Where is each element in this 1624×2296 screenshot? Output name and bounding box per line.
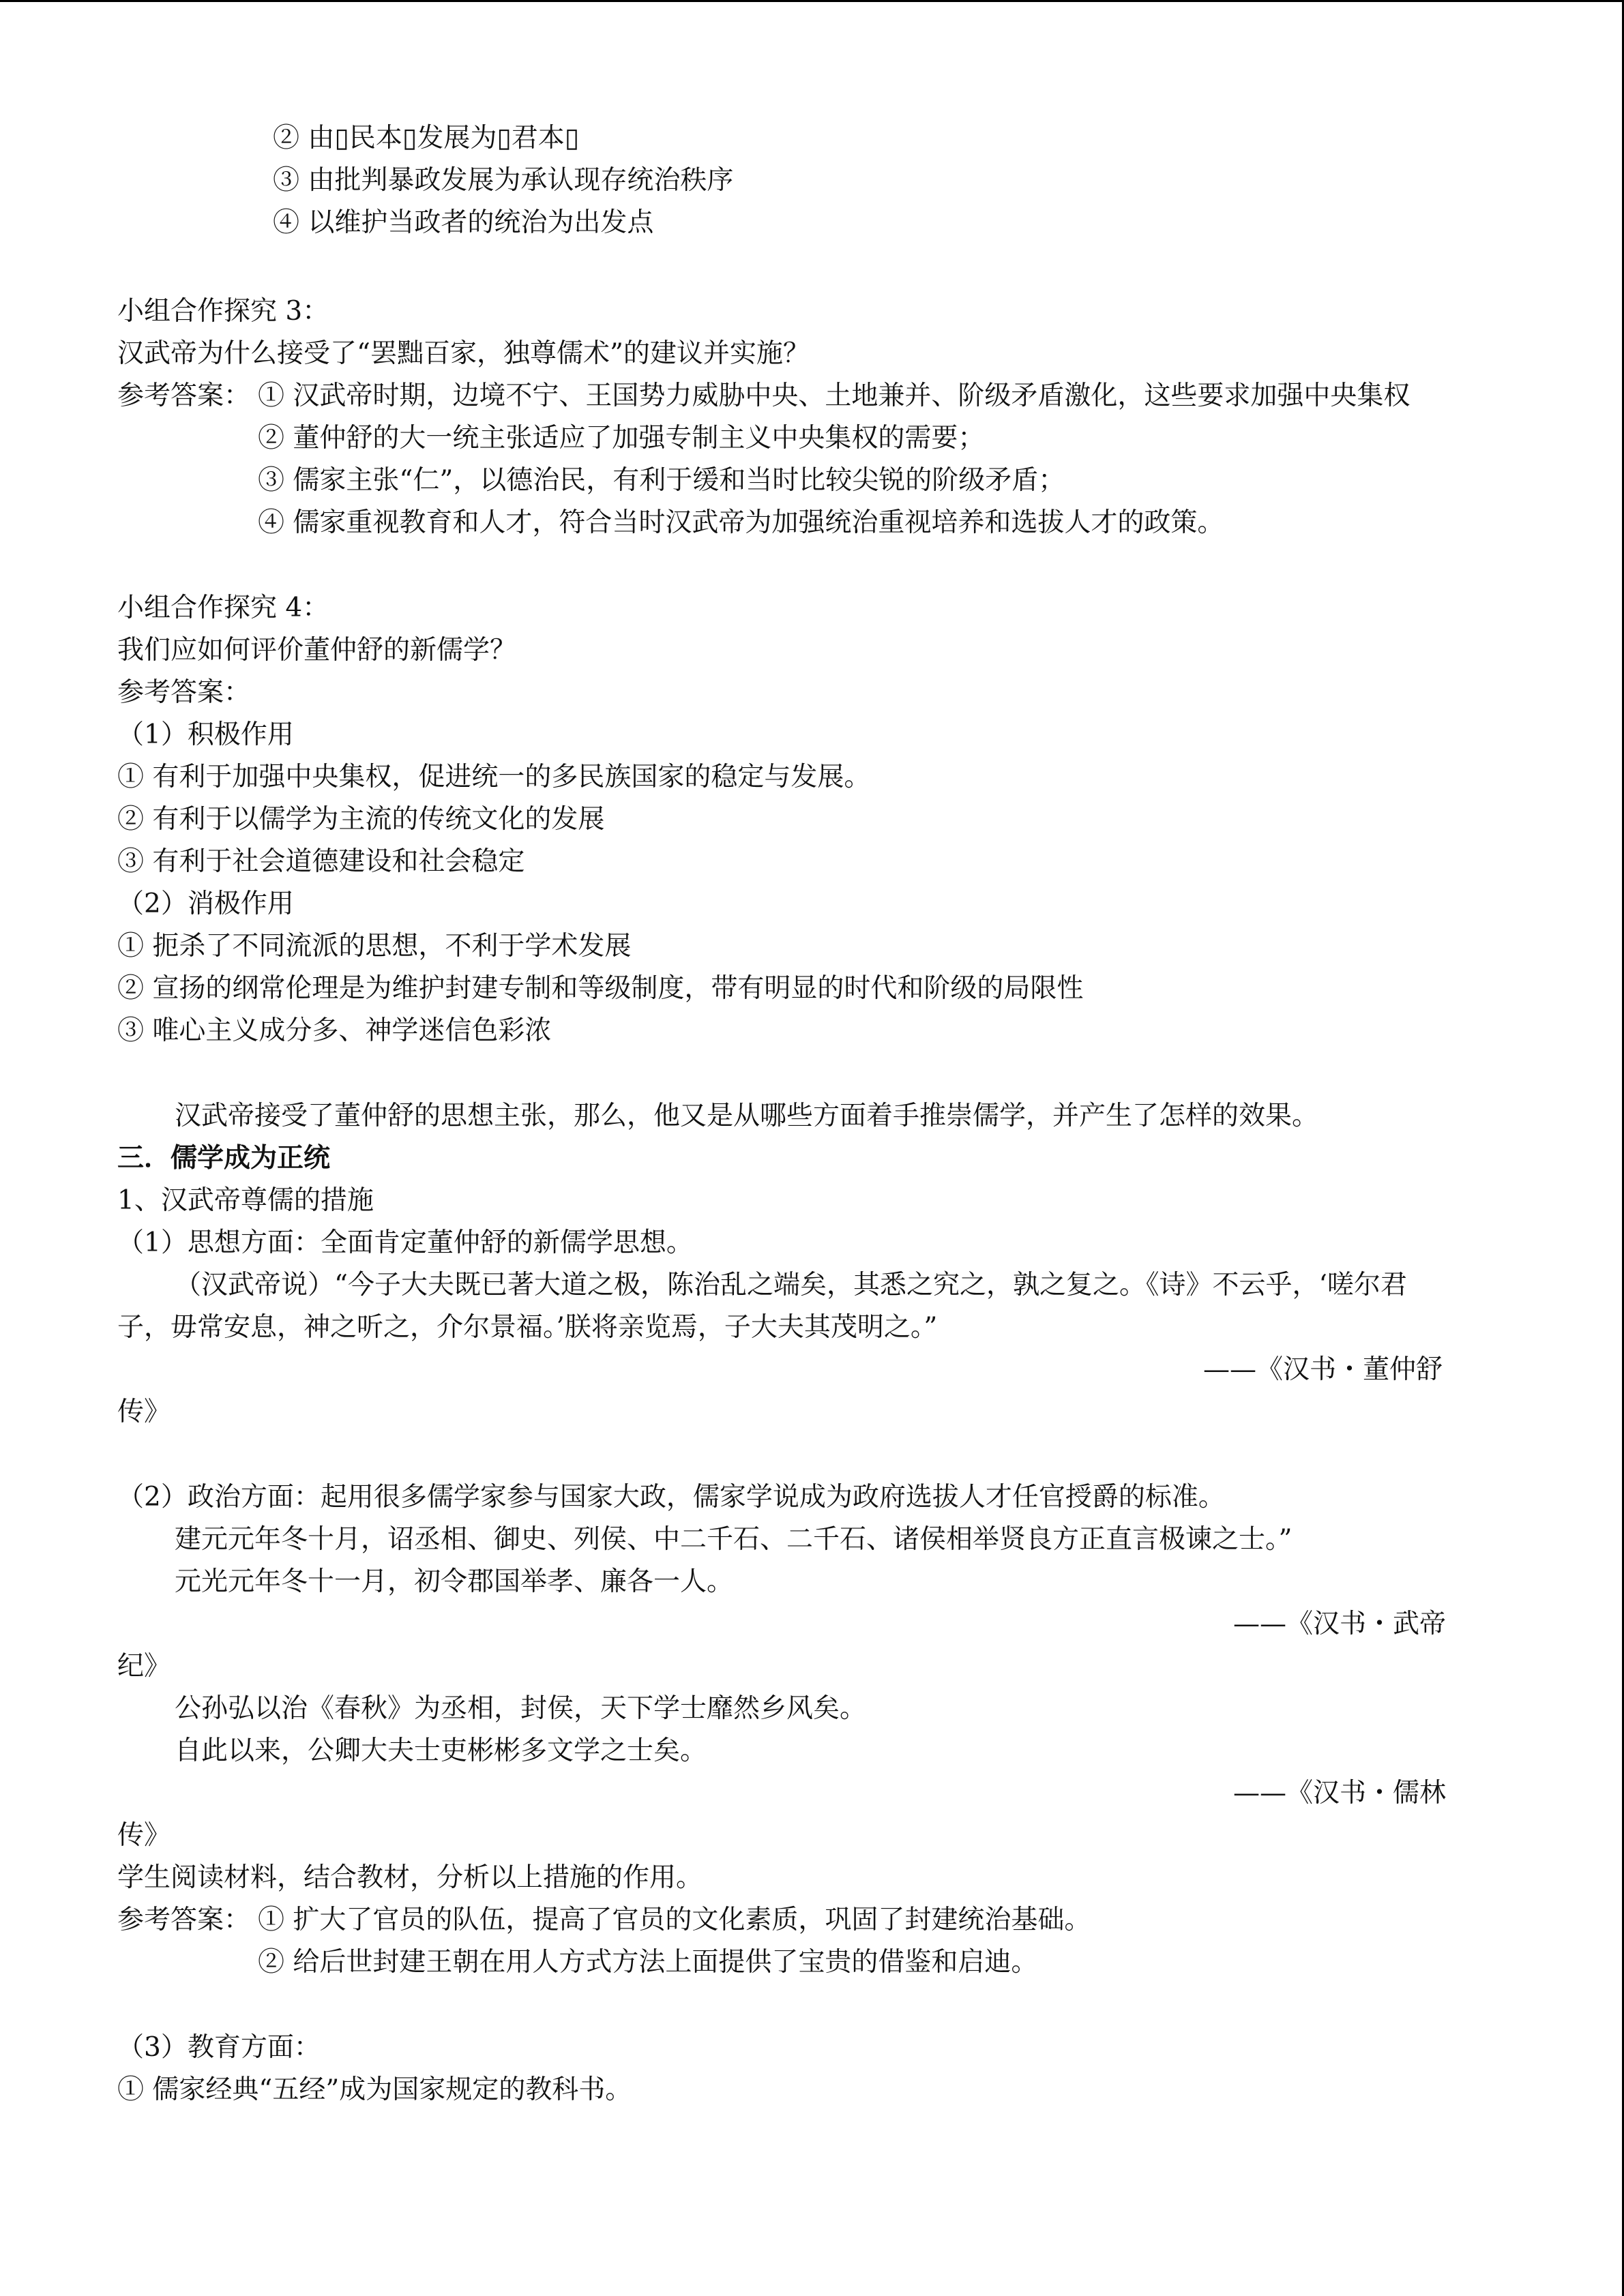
list-item: ② 由▯民本▯发展为▯君本▯ bbox=[273, 123, 580, 153]
list-item: ② 给后世封建王朝在用人方式方法上面提供了宝贵的借鉴和启迪。 bbox=[258, 1947, 1038, 1978]
list-item: ② 董仲舒的大一统主张适应了加强专制主义中央集权的需要； bbox=[258, 423, 985, 453]
list-item: ③ 有利于社会道德建设和社会稳定 bbox=[117, 846, 525, 877]
list-item: ③ 儒家主张“仁”，以德治民，有利于缓和当时比较尖锐的阶级矛盾； bbox=[258, 465, 1065, 496]
quote-line: 元光元年冬十一月，初令郡国举孝、廉各一人。 bbox=[175, 1566, 734, 1597]
subsection-heading: 1、汉武帝尊儒的措施 bbox=[117, 1185, 374, 1216]
explore3-title: 小组合作探究 3： bbox=[117, 296, 329, 327]
source-citation: ——《汉书・董仲舒 bbox=[1203, 1354, 1443, 1385]
list-item: ④ 以维护当政者的统治为出发点 bbox=[273, 207, 654, 238]
source-citation-wrap: 纪》 bbox=[117, 1651, 171, 1682]
page-top-border bbox=[0, 0, 1624, 2]
education-heading: （3）教育方面： bbox=[117, 2032, 321, 2063]
explore4-answer-label: 参考答案： bbox=[117, 677, 251, 708]
source-citation-wrap: 传》 bbox=[117, 1397, 171, 1427]
list-item: ② 有利于以儒学为主流的传统文化的发展 bbox=[117, 804, 605, 835]
list-item: ① 扼杀了不同流派的思想，不利于学术发展 bbox=[117, 931, 632, 961]
list-item: ① 汉武帝时期，边境不宁、王国势力威胁中央、土地兼并、阶级矛盾激化，这些要求加强中央集权 bbox=[258, 381, 1411, 411]
quote-line: （汉武帝说）“今子大夫既已著大道之极，陈治乱之端矣，其悉之究之，孰之复之。《诗》不云乎，‘嗟尔君 bbox=[175, 1270, 1407, 1300]
explore4-question: 我们应如何评价董仲舒的新儒学？ bbox=[117, 635, 517, 666]
list-item: ① 扩大了官员的队伍，提高了官员的文化素质，巩固了封建统治基础。 bbox=[258, 1905, 1091, 1935]
transition-paragraph: 汉武帝接受了董仲舒的思想主张，那么，他又是从哪些方面着手推崇儒学，并产生了怎样的效果。 bbox=[175, 1101, 1319, 1131]
negative-heading: （2）消极作用 bbox=[117, 889, 294, 919]
list-item: ④ 儒家重视教育和人才，符合当时汉武帝为加强统治重视培养和选拔人才的政策。 bbox=[258, 507, 1224, 538]
quote-line: 子，毋常安息，神之听之，介尔景福。’朕将亲览焉，子大夫其茂明之。” bbox=[117, 1312, 938, 1343]
section-heading: 三．儒学成为正统 bbox=[117, 1143, 331, 1174]
thought-heading: （1）思想方面：全面肯定董仲舒的新儒学思想。 bbox=[117, 1227, 693, 1258]
quote-line: 自此以来，公卿大夫士吏彬彬多文学之士矣。 bbox=[175, 1735, 707, 1766]
explore3-question: 汉武帝为什么接受了“罢黜百家，独尊儒术”的建议并实施？ bbox=[117, 338, 810, 369]
list-item: ③ 唯心主义成分多、神学迷信色彩浓 bbox=[117, 1015, 552, 1046]
list-item: ① 儒家经典“五经”成为国家规定的教科书。 bbox=[117, 2074, 632, 2105]
list-item: ③ 由批判暴政发展为承认现存统治秩序 bbox=[273, 165, 734, 196]
explore4-title: 小组合作探究 4： bbox=[117, 593, 329, 623]
quote-line: 公孙弘以治《春秋》为丞相，封侯，天下学士靡然乡风矣。 bbox=[175, 1693, 867, 1724]
list-item: ② 宣扬的纲常伦理是为维护封建专制和等级制度，带有明显的时代和阶级的局限性 bbox=[117, 973, 1084, 1004]
politics-answer-label: 参考答案： bbox=[117, 1905, 251, 1935]
quote-line: 建元元年冬十月，诏丞相、御史、列侯、中二千石、二千石、诸侯相举贤良方正直言极谏之士。” bbox=[175, 1524, 1293, 1555]
task-text: 学生阅读材料，结合教材，分析以上措施的作用。 bbox=[117, 1862, 703, 1893]
source-citation: ——《汉书・武帝 bbox=[1233, 1609, 1447, 1639]
source-citation-wrap: 传》 bbox=[117, 1820, 171, 1851]
list-item: ① 有利于加强中央集权，促进统一的多民族国家的稳定与发展。 bbox=[117, 762, 871, 792]
positive-heading: （1）积极作用 bbox=[117, 719, 294, 750]
explore3-answer-label: 参考答案： bbox=[117, 381, 251, 411]
source-citation: ——《汉书・儒林 bbox=[1233, 1778, 1447, 1808]
politics-heading: （2）政治方面：起用很多儒学家参与国家大政，儒家学说成为政府选拔人才任官授爵的标准。 bbox=[117, 1482, 1225, 1512]
